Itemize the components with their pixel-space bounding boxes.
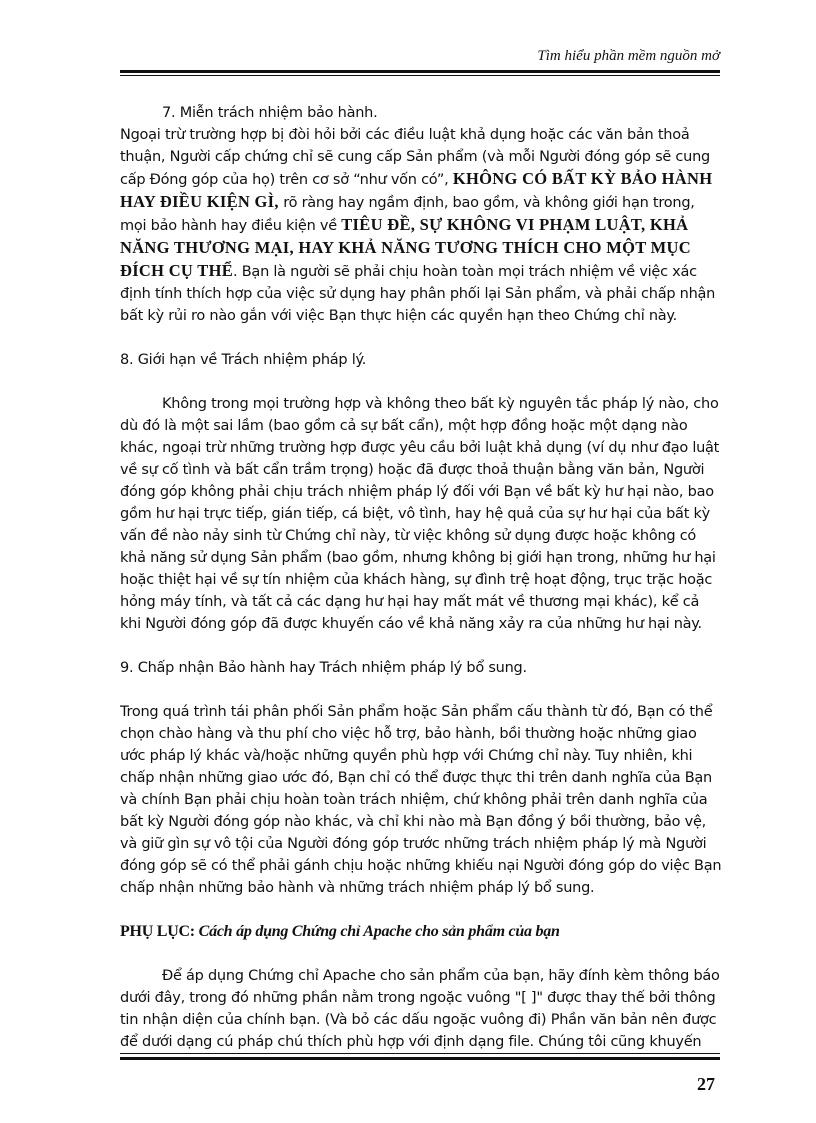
footer-rule-thin — [120, 1053, 720, 1054]
section-9-heading: 9. Chấp nhận Bảo hành hay Trách nhiệm pháp lý bổ sung. — [120, 660, 527, 676]
section-7-text-c: . Bạn là người sẽ phải chịu hoàn toàn mọi trách nhiệm về việc xác định tính thích hợp của việc sử dụng hay phân phối lại Sản phẩm, và phải chấp nhận bất kỳ rủi ro nào gắn với việc Bạn thực hiện các quyền hạn theo Chứng chỉ này. — [120, 264, 716, 324]
page-body — [120, 102, 723, 1053]
page-number: 27 — [697, 1074, 715, 1094]
appendix-title: Cách áp dụng Chứng chỉ Apache cho sản phẩm của bạn — [194, 923, 560, 940]
footer-rule-thick — [120, 1057, 720, 1060]
section-7-text-a: Ngoại trừ trường hợp bị đòi hỏi bởi các điều luật khả dụng hoặc các văn bản thoả thuận, Người cấp chứng chỉ sẽ cung cấp Sản phẩm (và mỗi Người đóng góp sẽ cung cấp Đóng góp của họ) trên cơ sở “như vốn có”, — [120, 127, 710, 188]
section-7-caps-b: TIÊU ĐỀ, SỰ KHÔNG VI PHẠM LUẬT, KHẢ NĂNG THƯƠNG MẠI, HAY KHẢ NĂNG TƯƠNG THÍCH CHO MỘT MỤC ĐÍCH CỤ THỂ — [120, 215, 691, 280]
running-header-title: Tìm hiểu phần mềm nguồn mở — [537, 48, 720, 64]
section-7-body — [120, 124, 723, 327]
section-7-text-b: rõ ràng hay ngầm định, bao gồm, và không giới hạn trong, mọi bảo hành hay điều kiện về — [120, 195, 695, 234]
header-rule-thick — [120, 70, 720, 73]
section-8-body: Không trong mọi trường hợp và không theo bất kỳ nguyên tắc pháp lý nào, cho dù đó là một sai lầm (bao gồm cả sự bất cẩn), một hợp đồng hoặc một dạng nào khác, ngoại trừ những trường hợp được yêu cầu bởi luật khả dụng (ví dụ như đạo luật về sự cố tình và bất cẩn trầm trọng) hoặc đã được thoả thuận bằng văn bản, Người đóng góp không phải chịu trách nhiệm pháp lý đối với Bạn về bất kỳ hư hại nào, bao gồm hư hại trực tiếp, gián tiếp, cá biệt, vô tình, hay hệ quả của sự hư hại của bất kỳ vấn đề nào nảy sinh từ Chứng chỉ này, từ việc không sử dụng được hoặc không có khả năng sử dụng Sản phẩm (bao gồm, nhưng không bị giới hạn trong, những hư hại hoặc thiệt hại về sự tín nhiệm của khách hàng, sự đình trệ hoạt động, trục trặc hoặc hỏng máy tính, và tất cả các dạng hư hại hay mất mát về thương mại khác), kể cả khi Người đóng góp đã được khuyến cáo về khả năng xảy ra của những hư hại này. — [120, 396, 720, 632]
section-8-heading: 8. Giới hạn về Trách nhiệm pháp lý. — [120, 352, 367, 368]
appendix-label: PHỤ LỤC: — [120, 923, 195, 940]
header-rule-thin — [120, 75, 720, 76]
section-9-body: Trong quá trình tái phân phối Sản phẩm hoặc Sản phẩm cấu thành từ đó, Bạn có thể chọn chào hàng và thu phí cho việc hỗ trợ, bảo hành, bồi thường hoặc những giao ước pháp lý khác và/hoặc những quyền phù hợp với Chứng chỉ này. Tuy nhiên, khi chấp nhận những giao ước đó, Bạn chỉ có thể được thực thi trên danh nghĩa của Bạn và chính Bạn phải chịu hoàn toàn trách nhiệm, chứ không phải trên danh nghĩa của bất kỳ Người đóng góp nào khác, và chỉ khi nào mà Bạn đồng ý bồi thường, bảo vệ, và giữ gìn sự vô tội của Người đóng góp trước những trách nhiệm pháp lý mà Người đóng góp sẽ có thể phải gánh chịu hoặc những khiếu nại Người đóng góp do việc Bạn chấp nhận những bảo hành và những trách nhiệm pháp lý bổ sung. — [120, 704, 722, 896]
appendix-heading — [120, 921, 723, 943]
section-7-heading: 7. Miễn trách nhiệm bảo hành. — [162, 105, 378, 121]
appendix-body: Để áp dụng Chứng chỉ Apache cho sản phẩm của bạn, hãy đính kèm thông báo dưới đây, trong đó những phần nằm trong ngoặc vuông "[ ]" được thay thế bởi thông tin nhận diện của chính bạn. (Và bỏ các dấu ngoặc vuông đi) Phần văn bản nên được để dưới dạng cú pháp chú thích phù hợp với định dạng file. Chúng tôi cũng khuyến — [120, 968, 720, 1050]
section-7-caps-a: KHÔNG CÓ BẤT KỲ BẢO HÀNH HAY ĐIỀU KIỆN GÌ, — [120, 169, 713, 211]
